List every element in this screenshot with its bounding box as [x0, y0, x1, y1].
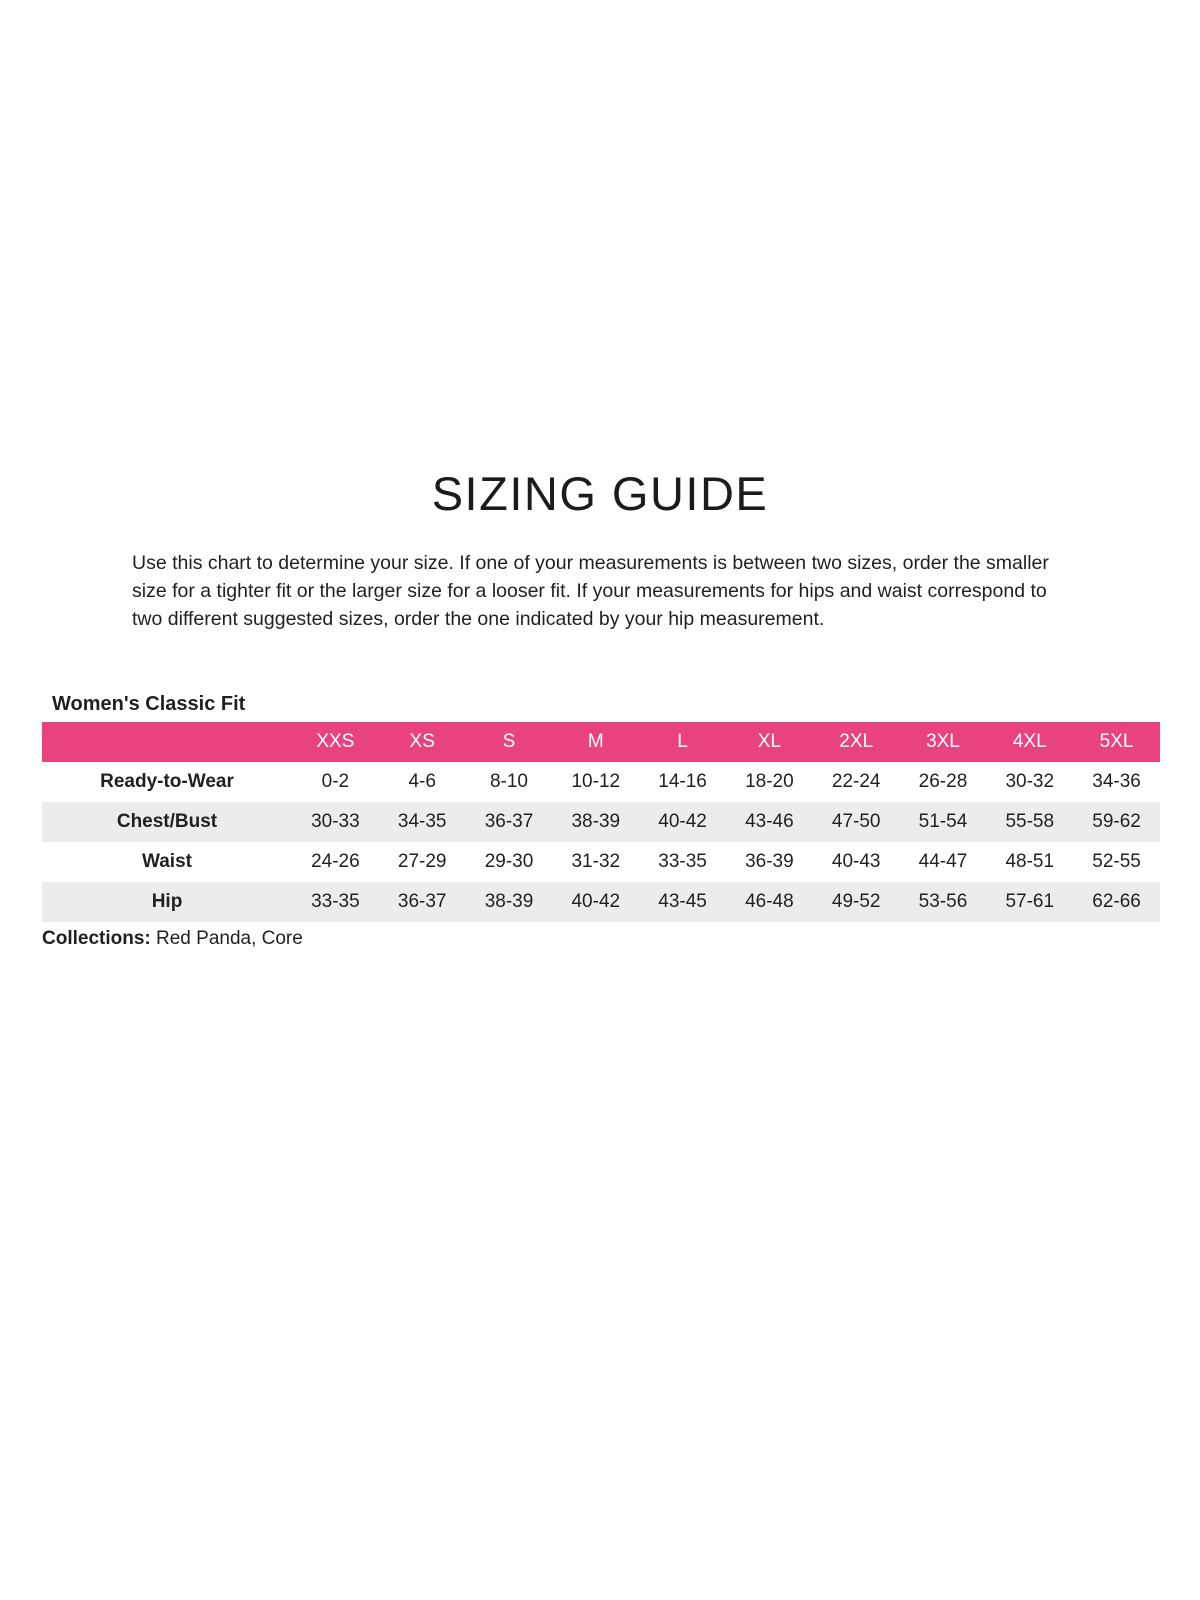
size-value-cell: 59-62 — [1073, 802, 1160, 842]
size-value-cell: 43-46 — [726, 802, 813, 842]
size-column-header: 4XL — [986, 722, 1073, 762]
size-value-cell: 34-36 — [1092, 771, 1141, 792]
size-value-cell: 4-6 — [408, 771, 436, 792]
size-value-cell: 49-52 — [813, 882, 900, 922]
size-header-empty-cell — [42, 722, 292, 762]
row-label: Chest/Bust — [42, 802, 292, 842]
size-header-row — [42, 722, 1160, 762]
size-value-cell: 33-35 — [292, 882, 379, 922]
size-value-cell: 46-48 — [726, 882, 813, 922]
sizing-table-head — [42, 722, 1160, 762]
size-value-cell: 33-35 — [658, 851, 707, 872]
size-value-cell: 38-39 — [552, 802, 639, 842]
table-row — [42, 882, 1160, 922]
row-label: Waist — [142, 851, 192, 872]
size-column-header: XS — [379, 722, 466, 762]
size-value-cell: 62-66 — [1073, 882, 1160, 922]
size-value-cell: 43-45 — [639, 882, 726, 922]
intro-paragraph: Use this chart to determine your size. If one of your measurements is between two sizes, order the smaller size for a tighter fit or the larger size for a looser fit. If your measurements for hips and waist correspond to two different suggested sizes, order the one indicated by your hip measurement. — [132, 552, 1049, 630]
size-column-header: L — [639, 722, 726, 762]
size-value-cell: 53-56 — [900, 882, 987, 922]
size-value-cell: 30-33 — [292, 802, 379, 842]
size-value-cell: 48-51 — [1005, 851, 1055, 872]
size-value-cell: 26-28 — [918, 771, 968, 792]
size-value-cell: 24-26 — [311, 851, 360, 872]
size-value-cell: 36-39 — [745, 851, 794, 872]
collections-line — [42, 928, 303, 950]
table-row — [42, 842, 1160, 882]
collections-value: Red Panda, Core — [150, 928, 303, 949]
collections-label: Collections: — [42, 928, 151, 949]
size-value-cell: 0-2 — [321, 771, 350, 792]
size-value-cell: 34-35 — [379, 802, 466, 842]
size-value-cell: 29-30 — [484, 851, 534, 872]
size-column-header: 5XL — [1073, 722, 1160, 762]
size-value-cell: 44-47 — [918, 851, 968, 872]
sizing-table — [42, 722, 1160, 922]
size-value-cell: 10-12 — [571, 771, 621, 792]
size-value-cell: 22-24 — [831, 771, 881, 792]
size-value-cell: 27-29 — [397, 851, 447, 872]
size-column-header: XL — [726, 722, 813, 762]
table-row — [42, 762, 1160, 802]
size-column-header: 2XL — [813, 722, 900, 762]
size-column-header: S — [466, 722, 553, 762]
size-value-cell: 52-55 — [1092, 851, 1141, 872]
size-value-cell: 36-37 — [379, 882, 466, 922]
section-heading-womens-classic-fit: Women's Classic Fit — [52, 693, 246, 715]
size-column-header: 3XL — [900, 722, 987, 762]
size-value-cell: 51-54 — [900, 802, 987, 842]
size-column-header: XXS — [292, 722, 379, 762]
size-value-cell: 57-61 — [986, 882, 1073, 922]
sizing-table-body — [42, 762, 1160, 922]
size-value-cell: 8-10 — [489, 771, 528, 792]
row-label: Hip — [42, 882, 292, 922]
size-value-cell: 38-39 — [466, 882, 553, 922]
table-row — [42, 802, 1160, 842]
size-value-cell: 40-42 — [639, 802, 726, 842]
row-label: Ready-to-Wear — [100, 771, 234, 792]
page-title: SIZING GUIDE — [431, 467, 769, 520]
size-value-cell: 30-32 — [1005, 771, 1055, 792]
size-value-cell: 31-32 — [571, 851, 621, 872]
size-value-cell: 14-16 — [658, 771, 707, 792]
size-value-cell: 47-50 — [813, 802, 900, 842]
size-column-header: M — [552, 722, 639, 762]
size-value-cell: 55-58 — [986, 802, 1073, 842]
size-value-cell: 36-37 — [466, 802, 553, 842]
size-value-cell: 40-42 — [552, 882, 639, 922]
size-value-cell: 18-20 — [745, 771, 794, 792]
size-value-cell: 40-43 — [831, 851, 881, 872]
